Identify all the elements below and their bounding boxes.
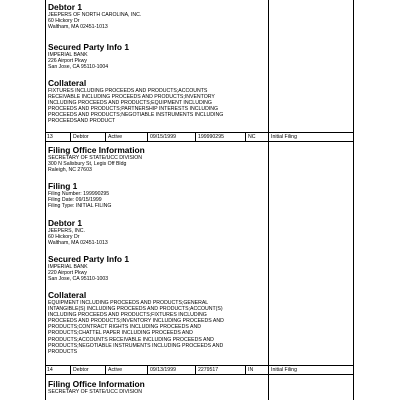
filing-type: Filing Type: INITIAL FILING [48, 203, 112, 210]
collateral-line: PRODUCTS;NEGOTIABLE INSTRUMENTS INCLUDING PROCEEDS AND [48, 342, 224, 349]
secured-party-heading: Secured Party Info 1 [48, 254, 129, 264]
row-filing-type: Initial Filing [268, 133, 353, 141]
collateral-line: PROCEEDS AND PRODUCTS;INVENTORY INCLUDING PROCEEDS AND [48, 318, 224, 325]
filing-office-street: 300 N Salisbury St, Legis Off Bldg [48, 161, 127, 168]
row-state: NC [245, 133, 299, 141]
collateral-line: PRODUCTS;ACCOUNTS RECEIVABLE INCLUDING PROCEEDS AND [48, 336, 214, 343]
debtor-block-12 [48, 3, 266, 30]
row-party: Debtor [70, 366, 105, 374]
row-number: 14 [47, 367, 53, 373]
collateral-heading: Collateral [48, 78, 87, 88]
secured-party-name: IMPERIAL BANK [48, 52, 88, 58]
secured-party-street: 220 Airport Pkwy [48, 270, 87, 277]
collateral-block-13 [48, 291, 266, 355]
collateral-heading: Collateral [48, 290, 87, 300]
row-party: Debtor [70, 133, 105, 141]
collateral-line: PRODUCTS;CONTRACT RIGHTS INCLUDING PROCEEDS AND [48, 324, 201, 331]
filing-date: Filing Date: 09/15/1999 [48, 197, 102, 204]
table-row[interactable] [45, 365, 353, 375]
debtor-street: 60 Hickory Dr [48, 18, 80, 25]
debtor-heading: Debtor 1 [48, 2, 82, 12]
row-status: Active [105, 133, 147, 141]
filing-number: Filing Number: 199990295 [48, 191, 110, 197]
filing-office-heading: Filing Office Information [48, 145, 145, 155]
collateral-line: RECEIVABLE INCLUDING PROCEEDS AND PRODUCTS;INVENTORY [48, 94, 215, 101]
secured-party-block-13 [48, 255, 266, 282]
filing-office-heading: Filing Office Information [48, 379, 145, 389]
collateral-line: INCLUDING PROCEEDS AND PRODUCTS;FIXTURES INCLUDING [48, 312, 207, 319]
filing-heading: Filing 1 [48, 181, 78, 191]
row-filing-number: 199990295 [195, 133, 245, 141]
collateral-line: PROCEEDS AND PRODUCTS;NEGOTIABLE INSTRUMENTS INCLUDING [48, 112, 224, 119]
debtor-city: Waltham, MA 02451-1013 [48, 24, 108, 31]
debtor-block-13 [48, 219, 266, 246]
filing-block-13 [48, 182, 266, 209]
filing-office-block-14 [48, 380, 266, 395]
collateral-line: PRODUCTS;CHATTEL PAPER INCLUDING PROCEEDS AND [48, 330, 193, 337]
secured-party-block-12 [48, 43, 266, 70]
filing-office-city: Raleigh, NC 27603 [48, 167, 92, 174]
row-number: 13 [47, 134, 53, 140]
table-right-border [353, 0, 354, 400]
filing-office-name: SECRETARY OF STATE/UCC DIVISION [48, 155, 143, 161]
filing-office-name: SECRETARY OF STATE/UCC DIVISION [48, 389, 143, 395]
secured-party-city: San Jose, CA 95110-1004 [48, 64, 109, 71]
debtor-city: Waltham, MA 02451-1013 [48, 240, 108, 247]
row-filing-number: 2279517 [195, 366, 245, 374]
collateral-line: INTANGIBLE(S) INCLUDING PROCEEDS AND PRODUCTS;ACCOUNT(S) [48, 306, 223, 313]
filing-office-block-13 [48, 146, 266, 173]
row-date: 09/13/1999 [147, 366, 195, 374]
collateral-line: PROCEEDSAND PRODUCT [48, 118, 116, 125]
collateral-block-12 [48, 79, 266, 125]
debtor-name: JEEPERS OF NORTH CAROLINA, INC. [48, 12, 142, 18]
row-state: IN [245, 366, 299, 374]
table-left-border [45, 0, 46, 400]
secured-party-city: San Jose, CA 95110-1003 [48, 276, 109, 283]
debtor-street: 60 Hickory Dr [48, 234, 80, 241]
collateral-line: INCLUDING PROCEEDS AND PRODUCTS;EQUIPMENT INCLUDING [48, 100, 212, 107]
table-row[interactable] [45, 132, 353, 142]
secured-party-street: 226 Airport Pkwy [48, 58, 87, 65]
collateral-line: PROCEEDS AND PRODUCTS;PARTNERSHIP INTERESTS INCLUDING [48, 106, 219, 113]
table-column-divider [268, 0, 269, 400]
row-filing-type: Initial Filing [268, 366, 353, 374]
secured-party-heading: Secured Party Info 1 [48, 42, 129, 52]
row-status: Active [105, 366, 147, 374]
collateral-line: EQUIPMENT INCLUDING PROCEEDS AND PRODUCTS;GENERAL [48, 300, 209, 306]
secured-party-name: IMPERIAL BANK [48, 264, 88, 270]
collateral-line: FIXTURES INCLUDING PROCEEDS AND PRODUCTS;ACCOUNTS [48, 88, 208, 94]
debtor-name: JEEPERS, INC. [48, 228, 85, 234]
row-date: 09/15/1999 [147, 133, 195, 141]
collateral-line: PRODUCTS [48, 348, 78, 355]
debtor-heading: Debtor 1 [48, 218, 82, 228]
